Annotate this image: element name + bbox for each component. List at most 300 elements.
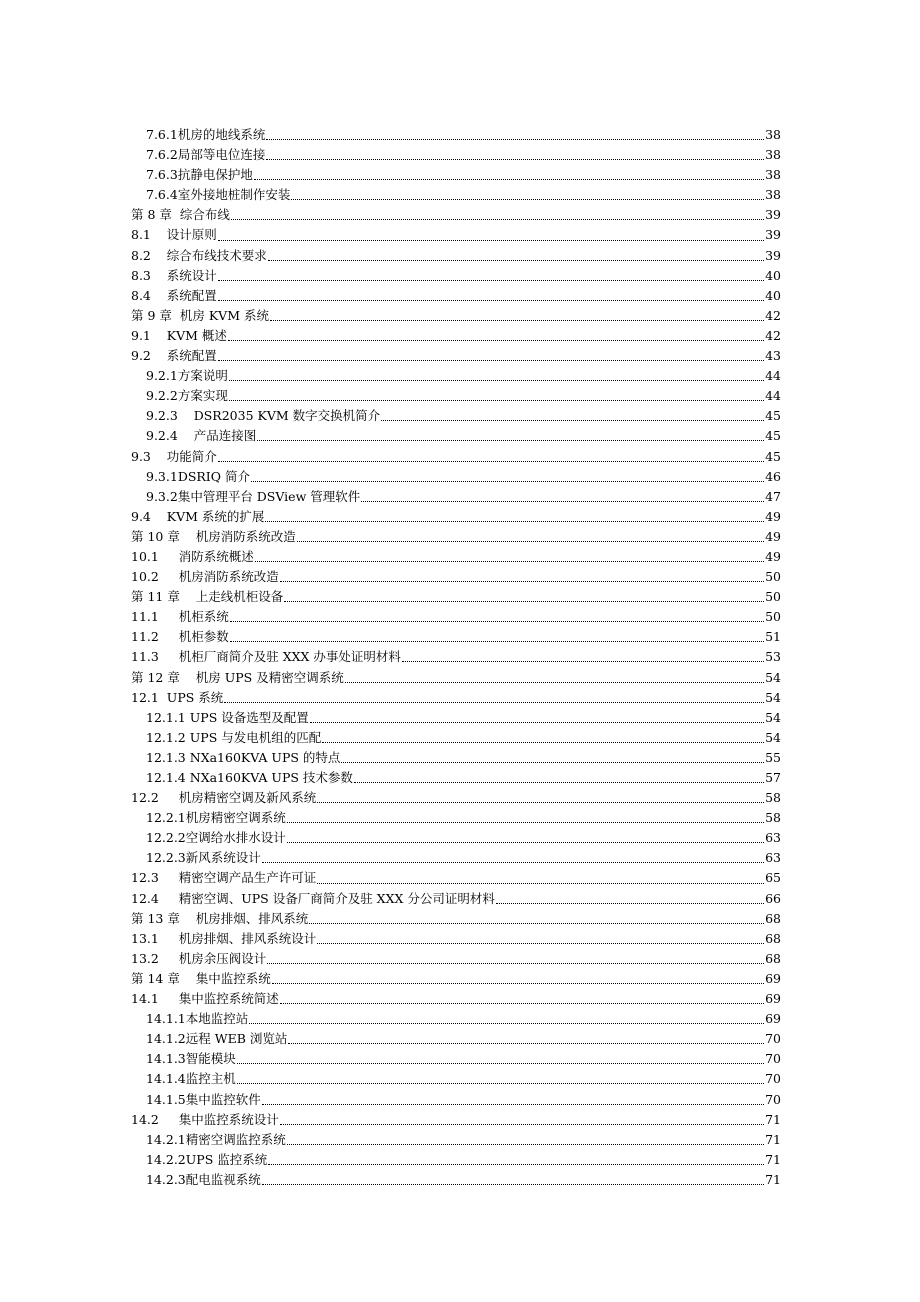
toc-entry-number: 第 8 章 bbox=[131, 207, 172, 223]
toc-entry-title: 集中监控系统设计 bbox=[178, 1111, 279, 1127]
toc-page-number: 57 bbox=[765, 770, 781, 785]
toc-entry[interactable] bbox=[131, 1069, 781, 1089]
toc-dot-leader bbox=[284, 590, 764, 604]
toc-dot-leader bbox=[287, 1133, 764, 1147]
toc-entry-number: 10.1 bbox=[131, 548, 159, 564]
toc-entry-number: 14.1.4 bbox=[146, 1071, 186, 1087]
toc-entry-title: 机房排烟、排风系统 bbox=[195, 910, 309, 926]
toc-entry-label bbox=[131, 627, 229, 647]
toc-entry-label bbox=[131, 547, 254, 567]
toc-entry[interactable] bbox=[131, 246, 781, 266]
toc-dot-leader bbox=[255, 550, 764, 564]
toc-page-number: 71 bbox=[765, 1111, 781, 1127]
toc-page-number: 39 bbox=[765, 207, 781, 223]
toc-entry-number: 12.2.3 bbox=[146, 850, 186, 866]
toc-page-number: 71 bbox=[765, 1151, 781, 1167]
toc-entry[interactable] bbox=[131, 406, 781, 426]
toc-entry-number: 9.3 bbox=[131, 448, 151, 464]
toc-entry[interactable] bbox=[131, 487, 781, 507]
toc-entry-number: 14.2.2 bbox=[146, 1151, 186, 1167]
toc-dot-leader bbox=[266, 148, 764, 162]
toc-entry-label bbox=[131, 225, 217, 245]
toc-entry-gap bbox=[159, 790, 179, 805]
toc-entry[interactable] bbox=[131, 205, 781, 225]
toc-entry-gap bbox=[159, 931, 179, 946]
toc-entry-number: 14.2.3 bbox=[146, 1171, 186, 1187]
toc-entry-number: 13.2 bbox=[131, 950, 159, 966]
toc-entry[interactable] bbox=[131, 1110, 781, 1130]
toc-entry-gap bbox=[151, 449, 167, 464]
toc-dot-leader bbox=[309, 912, 764, 926]
toc-entry-label bbox=[146, 808, 286, 828]
toc-entry-title: 集中监控系统 bbox=[195, 970, 271, 986]
toc-page-number: 44 bbox=[765, 388, 781, 404]
toc-entry-title: 监控主机 bbox=[185, 1071, 236, 1087]
toc-entry-label bbox=[131, 205, 230, 225]
toc-entry-title: 集中管理平台 DSView 管理软件 bbox=[177, 488, 361, 504]
toc-entry[interactable] bbox=[131, 748, 781, 768]
toc-entry-label bbox=[131, 527, 296, 547]
toc-entry-gap bbox=[151, 288, 167, 303]
toc-entry-title: 机房的地线系统 bbox=[177, 127, 266, 142]
toc-entry[interactable] bbox=[131, 708, 781, 728]
toc-entry[interactable] bbox=[131, 547, 781, 567]
toc-entry-label bbox=[146, 467, 250, 487]
toc-page-number: 54 bbox=[765, 689, 781, 705]
toc-entry-gap bbox=[159, 649, 179, 664]
toc-page-number: 70 bbox=[765, 1091, 781, 1107]
toc-entry-title: 精密空调、UPS 设备厂商简介及驻 XXX 分公司证明材料 bbox=[178, 890, 495, 906]
toc-entry-label bbox=[146, 1130, 286, 1150]
toc-entry[interactable] bbox=[131, 587, 781, 607]
toc-entry-title: 智能模块 bbox=[185, 1051, 236, 1067]
toc-dot-leader bbox=[228, 329, 764, 343]
toc-dot-leader bbox=[265, 510, 764, 524]
toc-dot-leader bbox=[218, 450, 764, 464]
toc-entry-title: 室外接地桩制作安装 bbox=[177, 187, 291, 203]
toc-page-number: 38 bbox=[765, 147, 781, 163]
toc-entry-number: 7.6.1 bbox=[146, 127, 178, 142]
toc-entry-number: 第 13 章 bbox=[131, 910, 180, 926]
toc-entry-label bbox=[131, 306, 269, 326]
toc-page-number: 53 bbox=[765, 649, 781, 665]
toc-entry-gap bbox=[180, 911, 196, 926]
toc-entry-title: NXa160KVA UPS 技术参数 bbox=[189, 770, 353, 785]
toc-entry[interactable] bbox=[131, 969, 781, 989]
toc-entry[interactable] bbox=[131, 1009, 781, 1029]
toc-entry-number: 14.1.2 bbox=[146, 1031, 186, 1047]
toc-entry-title: DSRIQ 简介 bbox=[177, 468, 250, 484]
toc-entry-gap bbox=[180, 670, 196, 685]
toc-entry[interactable] bbox=[131, 848, 781, 868]
toc-entry[interactable] bbox=[131, 808, 781, 828]
toc-entry-title: 远程 WEB 浏览站 bbox=[185, 1031, 288, 1047]
toc-entry-gap bbox=[151, 248, 167, 263]
toc-dot-leader bbox=[291, 188, 764, 202]
toc-entry-label bbox=[146, 1090, 261, 1110]
toc-entry-title: 本地监控站 bbox=[185, 1011, 249, 1027]
toc-entry[interactable] bbox=[131, 165, 781, 185]
toc-entry-title: DSR2035 KVM 数字交换机简介 bbox=[193, 408, 381, 424]
toc-entry-gap bbox=[151, 268, 167, 283]
toc-entry[interactable] bbox=[131, 386, 781, 406]
toc-dot-leader bbox=[287, 831, 764, 845]
toc-entry[interactable] bbox=[131, 1090, 781, 1110]
toc-entry-number: 9.2.4 bbox=[146, 428, 178, 444]
toc-page-number: 49 bbox=[765, 548, 781, 564]
toc-entry-title: UPS 系统 bbox=[166, 689, 224, 705]
toc-entry-number: 14.1.5 bbox=[146, 1091, 186, 1107]
toc-dot-leader bbox=[280, 1113, 764, 1127]
toc-dot-leader bbox=[496, 892, 764, 906]
toc-entry-number: 9.2.2 bbox=[146, 388, 178, 404]
toc-page-number: 69 bbox=[765, 991, 781, 1007]
toc-entry-title: 机房精密空调系统 bbox=[185, 810, 286, 826]
toc-entry-title: 机房 KVM 系统 bbox=[179, 307, 269, 323]
toc-dot-leader bbox=[249, 1012, 764, 1026]
toc-entry-title: 机房余压阀设计 bbox=[178, 950, 267, 966]
toc-page-number: 46 bbox=[765, 468, 781, 484]
toc-entry[interactable] bbox=[131, 868, 781, 888]
toc-entry-label bbox=[146, 768, 353, 788]
toc-entry-number: 第 11 章 bbox=[131, 589, 180, 605]
toc-entry-label bbox=[131, 929, 316, 949]
toc-entry-number: 7.6.4 bbox=[146, 187, 178, 203]
toc-dot-leader bbox=[218, 229, 764, 243]
toc-entry-label bbox=[131, 969, 271, 989]
toc-entry-title: 上走线机柜设备 bbox=[195, 589, 284, 605]
toc-entry-title: 系统配置 bbox=[166, 348, 217, 364]
toc-entry[interactable] bbox=[131, 286, 781, 306]
toc-dot-leader bbox=[230, 630, 764, 644]
toc-dot-leader bbox=[257, 429, 764, 443]
toc-dot-leader bbox=[231, 208, 764, 222]
toc-entry-number: 7.6.2 bbox=[146, 147, 178, 163]
toc-entry[interactable] bbox=[131, 728, 781, 748]
toc-entry[interactable] bbox=[131, 929, 781, 949]
toc-entry-title: 空调给水排水设计 bbox=[185, 830, 286, 846]
toc-entry-number: 12.1.2 bbox=[146, 729, 186, 745]
toc-entry[interactable] bbox=[131, 828, 781, 848]
toc-entry[interactable] bbox=[131, 1170, 781, 1190]
toc-dot-leader bbox=[345, 671, 764, 685]
toc-entry-gap bbox=[172, 308, 180, 323]
toc-page-number: 45 bbox=[765, 448, 781, 464]
toc-entry-label bbox=[146, 1009, 248, 1029]
toc-entry[interactable] bbox=[131, 949, 781, 969]
toc-entry-label bbox=[146, 828, 286, 848]
toc-dot-leader bbox=[229, 389, 764, 403]
toc-entry-title: KVM 系统的扩展 bbox=[166, 508, 265, 524]
toc-page-number: 38 bbox=[765, 127, 781, 142]
toc-entry-label bbox=[146, 728, 321, 748]
toc-page-number: 70 bbox=[765, 1051, 781, 1067]
toc-entry-label bbox=[131, 607, 229, 627]
toc-page-number: 54 bbox=[765, 669, 781, 685]
toc-entry-label bbox=[146, 1029, 287, 1049]
toc-entry-title: 系统配置 bbox=[166, 287, 217, 303]
toc-entry-number: 8.3 bbox=[131, 267, 151, 283]
toc-entry-title: 集中监控系统简述 bbox=[178, 991, 279, 1007]
toc-dot-leader bbox=[267, 952, 764, 966]
toc-dot-leader bbox=[266, 128, 764, 142]
toc-entry-label bbox=[146, 366, 228, 386]
toc-entry-label bbox=[146, 487, 360, 507]
toc-entry-label bbox=[146, 1049, 236, 1069]
toc-entry-label bbox=[131, 587, 283, 607]
toc-entry-gap bbox=[159, 991, 179, 1006]
toc-entry-title: 配电监视系统 bbox=[185, 1171, 261, 1187]
toc-entry-title: 新风系统设计 bbox=[185, 850, 261, 866]
toc-entry-title: 综合布线技术要求 bbox=[166, 247, 267, 263]
toc-entry-label bbox=[146, 165, 253, 185]
toc-dot-leader bbox=[280, 570, 764, 584]
toc-entry[interactable] bbox=[131, 647, 781, 667]
toc-entry-number: 14.1.3 bbox=[146, 1051, 186, 1067]
toc-entry-title: 产品连接图 bbox=[193, 428, 257, 444]
toc-dot-leader bbox=[381, 409, 764, 423]
toc-entry-label bbox=[131, 507, 264, 527]
toc-entry-label bbox=[146, 406, 380, 426]
toc-page-number: 69 bbox=[765, 970, 781, 986]
toc-page-number: 39 bbox=[765, 247, 781, 263]
toc-page-number: 49 bbox=[765, 508, 781, 524]
toc-dot-leader bbox=[317, 791, 764, 805]
toc-entry-label bbox=[131, 1110, 279, 1130]
toc-entry-label bbox=[131, 949, 266, 969]
toc-entry[interactable] bbox=[131, 909, 781, 929]
toc-dot-leader bbox=[297, 530, 764, 544]
toc-dot-leader bbox=[402, 650, 764, 664]
toc-entry[interactable] bbox=[131, 1150, 781, 1170]
toc-entry-number: 11.3 bbox=[131, 649, 159, 665]
toc-entry[interactable] bbox=[131, 768, 781, 788]
toc-entry[interactable] bbox=[131, 627, 781, 647]
toc-dot-leader bbox=[361, 490, 764, 504]
toc-entry[interactable] bbox=[131, 989, 781, 1009]
toc-entry-gap bbox=[178, 428, 194, 443]
toc-entry-title: NXa160KVA UPS 的特点 bbox=[189, 749, 341, 765]
toc-entry-number: 7.6.3 bbox=[146, 167, 178, 183]
toc-entry[interactable] bbox=[131, 607, 781, 627]
toc-entry-number: 9.2.3 bbox=[146, 408, 178, 424]
toc-entry[interactable] bbox=[131, 225, 781, 245]
toc-page-number: 71 bbox=[765, 1131, 781, 1147]
toc-dot-leader bbox=[310, 711, 764, 725]
toc-entry[interactable] bbox=[131, 567, 781, 587]
toc-entry[interactable] bbox=[131, 507, 781, 527]
toc-entry-label bbox=[131, 788, 316, 808]
toc-entry-title: 系统设计 bbox=[166, 267, 217, 283]
toc-entry[interactable] bbox=[131, 426, 781, 446]
toc-entry-label bbox=[146, 386, 228, 406]
toc-entry[interactable] bbox=[131, 266, 781, 286]
toc-entry[interactable] bbox=[131, 668, 781, 688]
toc-entry-label bbox=[146, 125, 265, 145]
toc-dot-leader bbox=[237, 1072, 764, 1086]
toc-entry-label bbox=[146, 185, 290, 205]
toc-entry-title: 机房排烟、排风系统设计 bbox=[178, 930, 317, 946]
toc-entry[interactable] bbox=[131, 889, 781, 909]
toc-entry-label bbox=[131, 889, 495, 909]
toc-entry[interactable] bbox=[131, 145, 781, 165]
toc-entry-number: 第 14 章 bbox=[131, 970, 180, 986]
toc-page-number: 68 bbox=[765, 950, 781, 966]
toc-page-number: 49 bbox=[765, 528, 781, 544]
toc-entry-gap bbox=[159, 1112, 179, 1127]
toc-entry-number: 9.2 bbox=[131, 348, 151, 364]
toc-entry-title: 抗静电保护地 bbox=[177, 167, 253, 183]
toc-entry-label bbox=[131, 868, 316, 888]
toc-entry-title: 机房消防系统改造 bbox=[178, 569, 279, 585]
toc-entry[interactable] bbox=[131, 366, 781, 386]
toc-entry-gap bbox=[178, 408, 194, 423]
toc-entry[interactable] bbox=[131, 1029, 781, 1049]
toc-entry-label bbox=[146, 426, 256, 446]
toc-entry-number: 11.2 bbox=[131, 629, 159, 645]
toc-page-number: 50 bbox=[765, 589, 781, 605]
toc-entry-label bbox=[146, 708, 309, 728]
toc-entry-gap bbox=[159, 549, 179, 564]
toc-page-number: 45 bbox=[765, 408, 781, 424]
toc-entry-number: 第 9 章 bbox=[131, 307, 172, 323]
toc-entry-label bbox=[131, 567, 279, 587]
toc-entry[interactable] bbox=[131, 688, 781, 708]
toc-dot-leader bbox=[224, 691, 764, 705]
toc-page-number: 45 bbox=[765, 428, 781, 444]
toc-entry-label bbox=[131, 447, 217, 467]
toc-entry-label bbox=[131, 688, 223, 708]
toc-dot-leader bbox=[272, 972, 764, 986]
toc-entry[interactable] bbox=[131, 346, 781, 366]
toc-entry[interactable] bbox=[131, 306, 781, 326]
toc-entry-gap bbox=[151, 348, 167, 363]
toc-entry-label bbox=[146, 1170, 261, 1190]
toc-entry-number: 12.2.2 bbox=[146, 830, 186, 846]
toc-dot-leader bbox=[270, 309, 764, 323]
toc-dot-leader bbox=[262, 1173, 764, 1187]
toc-entry-number: 9.4 bbox=[131, 508, 151, 524]
toc-entry-title: 设计原则 bbox=[166, 227, 217, 243]
toc-entry[interactable] bbox=[131, 1049, 781, 1069]
toc-dot-leader bbox=[280, 992, 764, 1006]
toc-entry-number: 14.2.1 bbox=[146, 1131, 186, 1147]
toc-entry-label bbox=[131, 668, 344, 688]
toc-page-number: 42 bbox=[765, 307, 781, 323]
toc-dot-leader bbox=[218, 289, 764, 303]
toc-page-number: 50 bbox=[765, 609, 781, 625]
toc-entry[interactable] bbox=[131, 467, 781, 487]
toc-entry-title: 方案说明 bbox=[177, 368, 228, 384]
toc-entry-title: 集中监控软件 bbox=[185, 1091, 261, 1107]
toc-entry-gap bbox=[159, 690, 167, 705]
toc-entry-label bbox=[146, 145, 265, 165]
toc-page-number: 70 bbox=[765, 1071, 781, 1087]
toc-entry-gap bbox=[159, 951, 179, 966]
toc-entry-number: 12.2 bbox=[131, 790, 159, 806]
toc-entry-number: 13.1 bbox=[131, 930, 159, 946]
toc-dot-leader bbox=[251, 470, 764, 484]
toc-entry-label bbox=[131, 286, 217, 306]
toc-entry-title: 方案实现 bbox=[177, 388, 228, 404]
toc-entry-label bbox=[146, 748, 340, 768]
toc-entry[interactable] bbox=[131, 527, 781, 547]
toc-page-number: 66 bbox=[765, 890, 781, 906]
toc-entry-title: UPS 设备选型及配置 bbox=[189, 709, 309, 725]
toc-entry-number: 12.4 bbox=[131, 890, 159, 906]
toc-page-number: 58 bbox=[765, 810, 781, 826]
toc-page-number: 58 bbox=[765, 790, 781, 806]
toc-entry-title: 综合布线 bbox=[179, 207, 230, 223]
toc-dot-leader bbox=[354, 771, 764, 785]
toc-entry-title: 精密空调监控系统 bbox=[185, 1131, 286, 1147]
toc-dot-leader bbox=[288, 1032, 764, 1046]
toc-entry-number: 12.2.1 bbox=[146, 810, 186, 826]
toc-entry-gap bbox=[180, 589, 196, 604]
toc-entry-label bbox=[131, 989, 279, 1009]
toc-entry[interactable] bbox=[131, 185, 781, 205]
toc-dot-leader bbox=[218, 349, 764, 363]
toc-entry[interactable] bbox=[131, 125, 781, 145]
toc-page-number: 71 bbox=[765, 1171, 781, 1187]
toc-entry[interactable] bbox=[131, 1130, 781, 1150]
toc-entry-number: 14.2 bbox=[131, 1111, 159, 1127]
toc-page-number: 55 bbox=[765, 749, 781, 765]
toc-page-number: 50 bbox=[765, 569, 781, 585]
toc-page-number: 38 bbox=[765, 187, 781, 203]
toc-entry[interactable] bbox=[131, 447, 781, 467]
toc-entry-number: 14.1.1 bbox=[146, 1011, 186, 1027]
toc-dot-leader bbox=[268, 249, 764, 263]
toc-entry-gap bbox=[159, 870, 179, 885]
toc-dot-leader bbox=[317, 932, 764, 946]
toc-entry-title: 功能简介 bbox=[166, 448, 217, 464]
toc-page-number: 39 bbox=[765, 227, 781, 243]
toc-entry[interactable] bbox=[131, 326, 781, 346]
toc-page-number: 44 bbox=[765, 368, 781, 384]
toc-entry-number: 9.1 bbox=[131, 327, 151, 343]
toc-dot-leader bbox=[322, 731, 764, 745]
toc-page-number: 38 bbox=[765, 167, 781, 183]
toc-entry-number: 14.1 bbox=[131, 991, 159, 1007]
toc-entry-gap bbox=[159, 609, 179, 624]
toc-page-number: 54 bbox=[765, 729, 781, 745]
toc-entry-number: 8.2 bbox=[131, 247, 151, 263]
toc-page-number: 51 bbox=[765, 629, 781, 645]
toc-entry-label bbox=[131, 647, 401, 667]
toc-entry-title: UPS 监控系统 bbox=[185, 1151, 268, 1167]
toc-page-number: 70 bbox=[765, 1031, 781, 1047]
toc-entry-gap bbox=[159, 569, 179, 584]
toc-entry-gap bbox=[151, 328, 167, 343]
toc-entry-gap bbox=[159, 629, 179, 644]
toc-entry-number: 12.3 bbox=[131, 870, 159, 886]
toc-dot-leader bbox=[262, 851, 764, 865]
toc-entry-number: 10.2 bbox=[131, 569, 159, 585]
toc-page-number: 54 bbox=[765, 709, 781, 725]
toc-page-number: 68 bbox=[765, 930, 781, 946]
toc-entry-gap bbox=[180, 529, 196, 544]
toc-entry[interactable] bbox=[131, 788, 781, 808]
toc-entry-number: 11.1 bbox=[131, 609, 159, 625]
toc-entry-number: 8.1 bbox=[131, 227, 151, 243]
toc-entry-title: 机房消防系统改造 bbox=[195, 528, 296, 544]
toc-dot-leader bbox=[268, 1153, 764, 1167]
toc-page-number: 43 bbox=[765, 348, 781, 364]
toc-entry-number: 12.1.1 bbox=[146, 709, 186, 725]
toc-dot-leader bbox=[262, 1093, 764, 1107]
toc-entry-gap bbox=[151, 227, 167, 242]
